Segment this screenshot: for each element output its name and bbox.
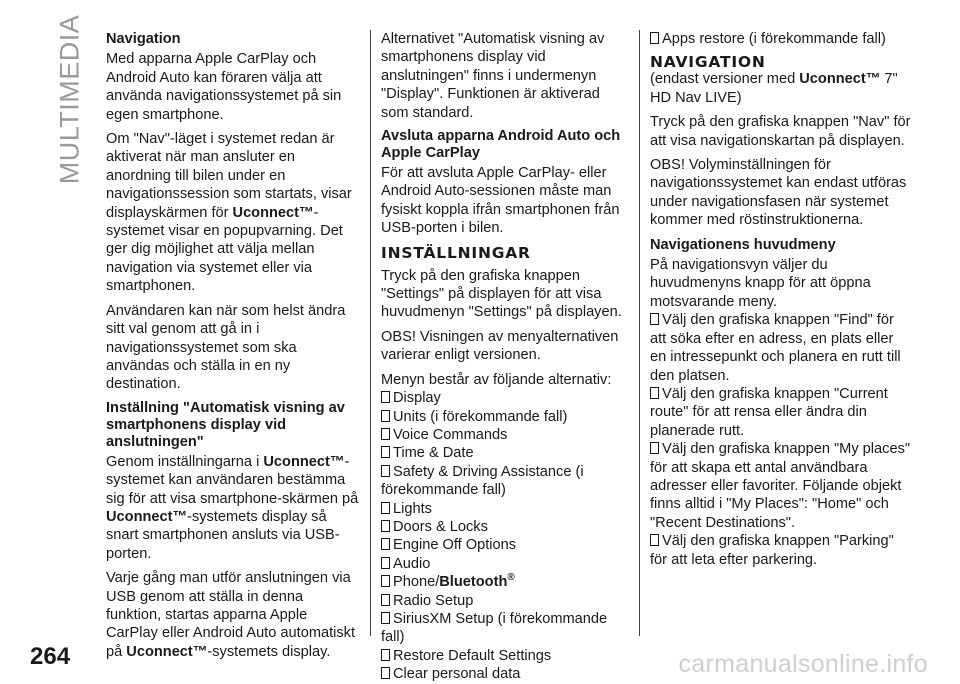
text: -systemet kan användaren bestämma sig för att visa smartphone-skärmen på <box>106 453 359 507</box>
text: (endast versioner med <box>650 71 800 88</box>
registered-mark: ® <box>507 572 515 584</box>
column-3 <box>650 30 912 569</box>
list-item-label: Clear personal data <box>393 666 521 683</box>
list-item-label: Audio <box>393 555 431 572</box>
paragraph: Tryck på den grafiska knappen "Settings" på displayen för att visa huvudmenyn "Settings" på displayen. <box>381 267 622 321</box>
list-item-label: Phone/ <box>393 574 440 591</box>
text: -systemet visar en popupvarning. Det ger dig möjlighet att välja mellan navigation via systemet eller via smartphonen. <box>106 204 343 295</box>
list-item <box>381 555 631 573</box>
checkbox-bullet-icon <box>381 575 390 587</box>
list-item <box>650 385 912 440</box>
checkbox-bullet-icon <box>650 313 659 325</box>
checkbox-bullet-icon <box>381 594 390 606</box>
list-item <box>381 408 631 426</box>
paragraph: Tryck på den grafiska knappen "Nav" för att visa navigationskartan på displayen. <box>650 114 911 149</box>
heading-navigation: Navigation <box>106 31 181 47</box>
text: -systemets display så snart smartphonen ansluts via USB-porten. <box>106 508 340 562</box>
section-side-label <box>53 14 87 184</box>
list-item-label: Doors & Locks <box>393 518 488 535</box>
list-item-label: Time & Date <box>393 445 474 462</box>
list-item-label: Restore Default Settings <box>393 647 552 664</box>
checkbox-bullet-icon <box>381 410 390 422</box>
paragraph: Användaren kan när som helst ändra sitt val genom att gå in i navigationssystemet som ska användas och ställa in en ny destination. <box>106 302 346 393</box>
column-1 <box>106 30 360 667</box>
list-item <box>381 592 631 610</box>
brand-text: Uconnect™ <box>799 71 881 88</box>
list-item-label: Välj den grafiska knappen "Parking" för att leta efter parkering. <box>650 533 894 568</box>
list-item <box>381 573 631 591</box>
heading-navigation-section: NAVIGATION <box>650 53 766 72</box>
brand-text: Uconnect™ <box>263 453 345 470</box>
paragraph: På navigationsvyn väljer du huvudmenyns knapp för att öppna motsvarande meny. <box>650 257 871 310</box>
list-item <box>381 647 631 665</box>
column-divider-2 <box>639 30 640 636</box>
brand-text: Uconnect™ <box>232 204 314 221</box>
text: -systemets display. <box>207 643 331 660</box>
list-item-label: Units (i förekommande fall) <box>393 408 568 425</box>
list-item-label: Apps restore (i förekommande fall) <box>662 31 886 47</box>
paragraph: Alternativet "Automatisk visning av smartphonens display vid anslutningen" finns i undermenyn "Display". Funktionen är aktiverad som standard. <box>381 31 605 121</box>
checkbox-bullet-icon <box>650 387 659 399</box>
paragraph: OBS! Volyminställningen för navigationssystemet kan endast utföras under navigationsfasen när systemet kommer med röstinstruktionerna. <box>650 157 907 229</box>
list-item <box>381 426 631 444</box>
list-item-label: Välj den grafiska knappen "My places" för att skapa ett antal användbara adresser eller favoriter. Följande objekt finns alltid i "My Places": "Home" och "Recent Destinations". <box>650 441 911 531</box>
paragraph: Med apparna Apple CarPlay och Android Auto kan föraren välja att använda navigationssystemet på sin egen smartphone. <box>106 51 342 123</box>
checkbox-bullet-icon <box>381 612 390 624</box>
checkbox-bullet-icon <box>381 557 390 569</box>
list-item-label: Voice Commands <box>393 426 508 443</box>
checkbox-bullet-icon <box>381 667 390 679</box>
checkbox-bullet-icon <box>650 442 659 454</box>
checkbox-bullet-icon <box>381 465 390 477</box>
watermark: carmanualsonline.info <box>678 650 928 678</box>
heading-end-apps: Avsluta apparna Android Auto och Apple CarPlay <box>381 128 621 162</box>
paragraph: OBS! Visningen av menyalternativen varierar enligt versionen. <box>381 328 619 364</box>
heading-auto-display: Inställning "Automatisk visning av smartphonens display vid anslutningen" <box>106 399 345 450</box>
checkbox-bullet-icon <box>381 520 390 532</box>
list-item-label: Radio Setup <box>393 592 474 609</box>
paragraph <box>106 569 360 661</box>
checkbox-bullet-icon <box>381 649 390 661</box>
heading-main-menu: Navigationens huvudmeny <box>650 236 836 253</box>
paragraph <box>106 453 360 563</box>
brand-text: Bluetooth <box>439 574 508 591</box>
heading-settings: INSTÄLLNINGAR <box>381 243 531 262</box>
list-item-label: Välj den grafiska knappen "Find" för att söka efter en adress, en plats eller en intressepunkt och planera en rutt till den platsen. <box>650 312 901 384</box>
list-item <box>650 440 912 532</box>
list-item <box>381 463 631 500</box>
checkbox-bullet-icon <box>381 428 390 440</box>
list-item <box>650 532 912 569</box>
list-item <box>650 311 912 385</box>
list-item-label: Välj den grafiska knappen "Current route" för att rensa eller ändra din planerade rutt. <box>650 385 888 439</box>
paragraph <box>106 130 360 296</box>
checkbox-bullet-icon <box>381 391 390 403</box>
list-item <box>381 665 631 683</box>
column-2 <box>381 30 631 684</box>
section-side-label-text: MULTIMEDIA <box>54 14 85 184</box>
list-item <box>381 536 631 554</box>
list-item <box>650 30 912 48</box>
column-divider-1 <box>370 30 371 636</box>
checkbox-bullet-icon <box>650 32 659 44</box>
checkbox-bullet-icon <box>381 538 390 550</box>
page-number: 264 <box>30 643 71 670</box>
list-item <box>381 444 631 462</box>
checkbox-bullet-icon <box>381 446 390 458</box>
list-item-label: Safety & Driving Assistance (i förekommande fall) <box>381 463 584 499</box>
text: Om "Nav"-läget i systemet redan är aktiverat när man ansluter en anordning till bilen under en navigationssession som startats, visar displayskärmen för <box>106 131 352 221</box>
list-item-label: SiriusXM Setup (i förekommande fall) <box>381 610 608 646</box>
text: Varje gång man utför anslutningen via USB genom att ställa in denna funktion, startas apparna Apple CarPlay eller Android Auto automatiskt på <box>106 570 356 660</box>
list-item-label: Display <box>393 390 441 407</box>
brand-text: Uconnect™ <box>106 508 188 525</box>
list-item <box>381 518 631 536</box>
paragraph: Menyn består av följande alternativ: <box>381 371 612 388</box>
list-item-label: Lights <box>393 500 432 517</box>
list-item <box>381 389 631 407</box>
text: Genom inställningarna i <box>106 453 264 470</box>
brand-text: Uconnect™ <box>126 643 208 660</box>
settings-menu-list <box>381 389 631 684</box>
paragraph <box>650 70 912 107</box>
list-item <box>381 500 631 518</box>
list-item-label: Engine Off Options <box>393 537 517 554</box>
checkbox-bullet-icon <box>381 502 390 514</box>
checkbox-bullet-icon <box>650 534 659 546</box>
text: 7" HD Nav LIVE) <box>650 71 898 106</box>
paragraph: För att avsluta Apple CarPlay- eller Android Auto-sessionen måste man fysiskt koppla ifrån smartphonen från USB-porten i bilen. <box>381 165 620 237</box>
list-item <box>381 610 631 647</box>
